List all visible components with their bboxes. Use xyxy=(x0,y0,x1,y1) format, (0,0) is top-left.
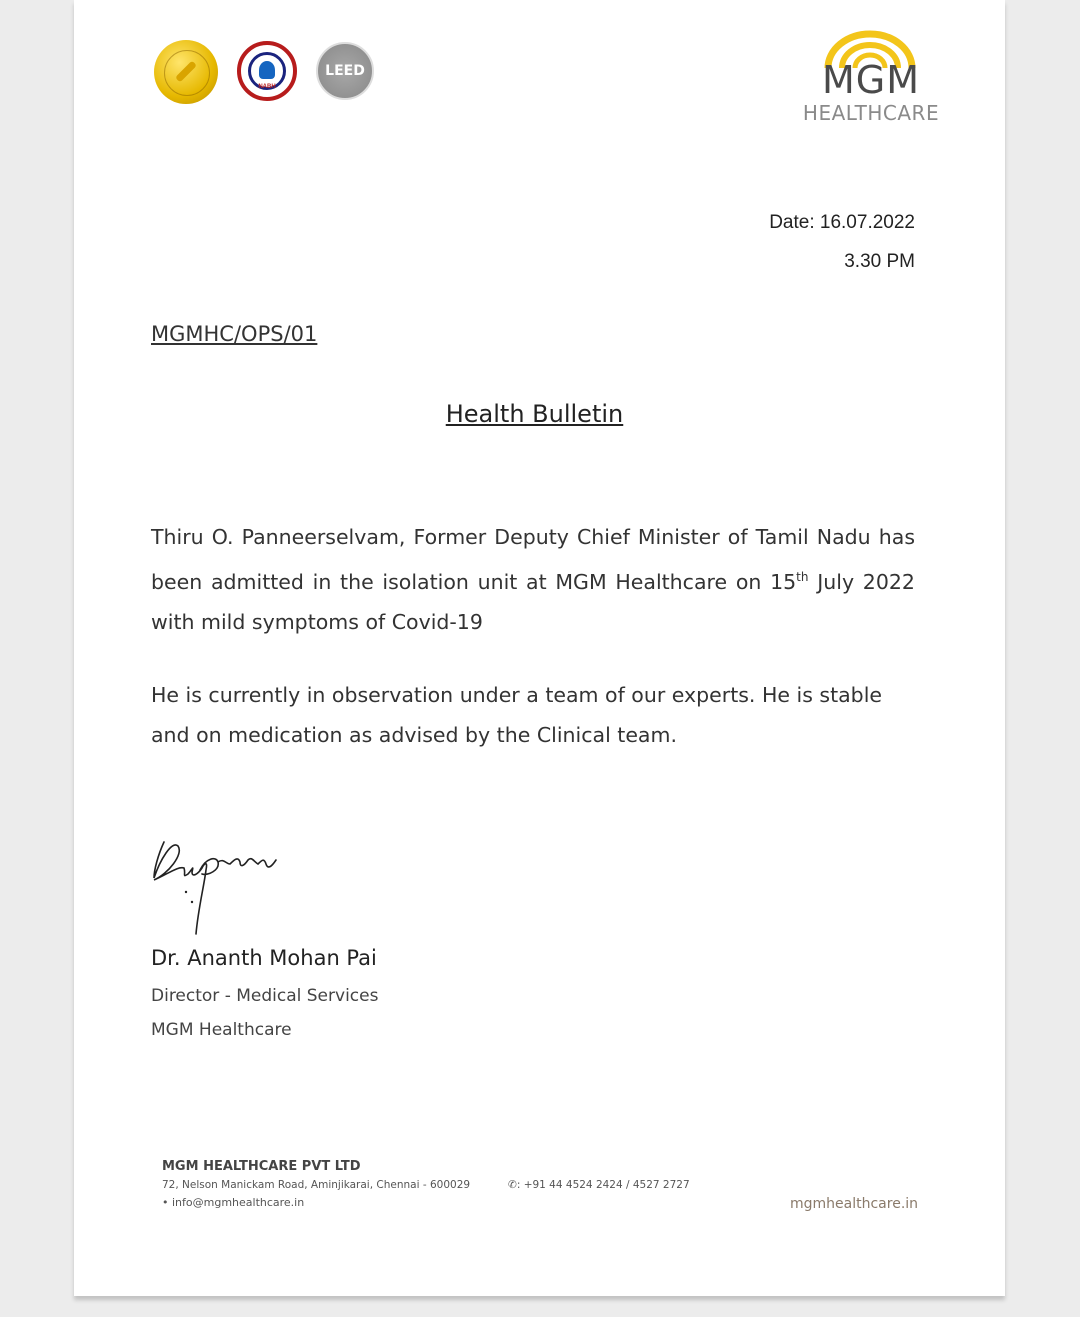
footer-phone xyxy=(508,1179,690,1191)
logo-wordmark: MGM xyxy=(821,58,921,102)
letter-page xyxy=(74,0,1005,1296)
signatory-name: Dr. Ananth Mohan Pai xyxy=(151,946,377,970)
nabh-seal-label: NABH xyxy=(258,84,276,90)
paragraph-text-cont: July 2022 with mild symptoms of Covid-19 xyxy=(151,569,915,634)
seal-emblem xyxy=(259,61,275,79)
footer-address: 72, Nelson Manickam Road, Aminjikarai, Chennai - 600029 xyxy=(162,1179,471,1191)
footer-email: • info@mgmhealthcare.in xyxy=(162,1196,305,1209)
bulletin-time: 3.30 PM xyxy=(844,251,915,272)
nabh-accreditation-seal xyxy=(237,41,297,101)
leed-certification-seal xyxy=(316,42,374,100)
page-title: Health Bulletin xyxy=(445,400,624,428)
bulletin-date: Date: 16.07.2022 xyxy=(769,212,915,233)
signatory-title: Director - Medical Services xyxy=(151,986,379,1006)
phone-icon: ✆ xyxy=(508,1179,517,1191)
footer-website: mgmhealthcare.in xyxy=(790,1196,919,1212)
bulletin-paragraph-2: He is currently in observation under a team of our experts. He is stable and on medication as advised by the Clinical team. xyxy=(151,683,883,747)
logo-subtitle: HEALTHCARE xyxy=(802,101,940,125)
signatory-organization: MGM Healthcare xyxy=(151,1020,292,1040)
ordinal-suffix: th xyxy=(796,570,809,584)
jci-accreditation-seal xyxy=(154,40,218,104)
mgm-healthcare-logo xyxy=(786,30,956,130)
bulletin-paragraph-1 xyxy=(151,517,915,642)
paragraph-text: Thiru O. Panneerselvam, Former Deputy Chief Minister of Tamil Nadu has been admitted in the isolation unit at MGM Healthcare on 15 xyxy=(151,525,915,594)
footer-phone-text: : +91 44 4524 2424 / 4527 2727 xyxy=(516,1179,690,1191)
reference-number: MGMHC/OPS/01 xyxy=(151,322,318,346)
signature-image xyxy=(148,830,288,940)
footer-company: MGM HEALTHCARE PVT LTD xyxy=(162,1159,361,1174)
leed-seal-label: LEED xyxy=(325,63,365,79)
